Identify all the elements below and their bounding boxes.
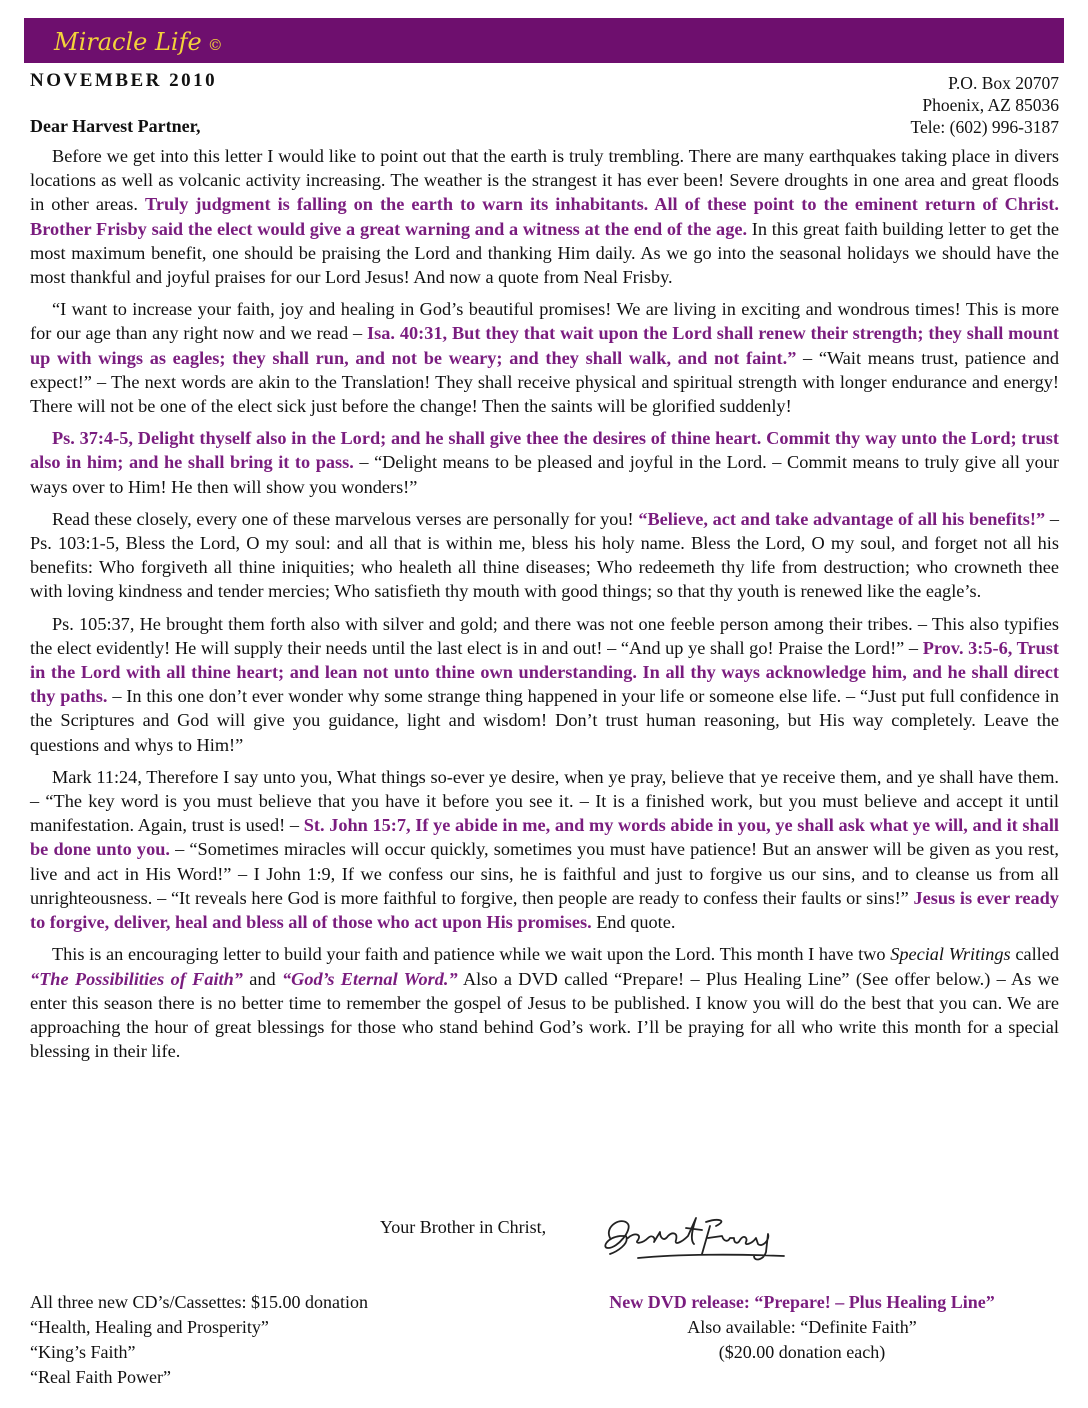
paragraph <box>30 612 1059 757</box>
paragraph <box>30 507 1059 604</box>
address-line: Tele: (602) 996-3187 <box>910 117 1059 137</box>
brand-logo <box>54 28 223 56</box>
text-run: – Ps. 103:1-5, Bless the Lord, O my soul: and all that is within me, bless his holy name. Bless the Lord, O my soul, and forget not all his benefits: Who forgiveth all thine iniquities; who healeth all thine diseases; Who redeemeth thy life from destruction; who crowneth thee with loving kindness and tender mercies; Who satisfieth thy mouth with good things; so that thy youth is renewed like the eagle’s. <box>30 508 1059 602</box>
offer-line: Also available: “Definite Faith” <box>687 1317 917 1337</box>
highlight-run: “God’s Eternal Word.” <box>281 968 458 989</box>
highlight-run: Jesus is ever ready to forgive, deliver, heal and bless all of those who act upon His promises. <box>30 887 1059 933</box>
closing: Your Brother in Christ, <box>380 1217 547 1237</box>
highlight-run: “Believe, act and take advantage of all his benefits!” <box>638 508 1046 529</box>
text-run: Also a DVD called “Prepare! – Plus Healing Line” (See offer below.) – As we enter this season there is no better time to remember the gospel of Jesus to be published. I know you will do the best that you can. We are approaching the hour of great blessings for those who stand behind God’s work. I’ll be praying for all who write this month for a special blessing in their life. <box>30 968 1060 1062</box>
copyright-mark: © <box>207 36 223 54</box>
paragraph <box>30 942 1059 1063</box>
text-run: “I want to increase your faith, joy and healing in God’s beautiful promises! We are living in exciting and wondrous times! This is more for our age than any right now and we read – <box>30 299 1059 344</box>
brand-name: Miracle Life <box>54 28 202 56</box>
text-run: called <box>1010 944 1059 965</box>
highlight-run: “The Possibilities of Faith” <box>30 968 243 989</box>
highlight-run: Prov. 3:5-6, Trust in the Lord with all thine heart; and lean not unto thine own understanding. In all thy ways acknowledge him, and he shall direct thy paths. <box>30 637 1059 707</box>
text-run: Ps. 105:37, He brought them forth also with silver and gold; and there was not one feeble person among their tribes. – This also typifies the elect evidently! He will supply their needs until the last elect is in and out! – “And up ye shall go! Praise the Lord!” – <box>30 613 1059 658</box>
address-line: P.O. Box 20707 <box>948 73 1059 93</box>
mailing-address <box>911 72 1059 138</box>
address-line: Phoenix, AZ 85036 <box>922 95 1059 115</box>
paragraph <box>30 144 1059 289</box>
text-run: Read these closely, every one of these marvelous verses are personally for you! <box>52 508 639 529</box>
letter-body <box>30 144 1059 1071</box>
text-run: and <box>242 968 282 989</box>
text-run: – “Wait means trust, patience and expect!” – The next words are akin to the Translation! They shall receive physical and spiritual strength with longer endurance and energy! There will not be one of the elect sick just before the change! Then the saints will be glorified suddenly! <box>30 347 1059 417</box>
offer-line: ($20.00 donation each) <box>718 1342 886 1362</box>
offer-line: “King’s Faith” <box>30 1342 136 1362</box>
salutation: Dear Harvest Partner, <box>30 116 201 136</box>
text-run: Before we get into this letter I would like to point out that the earth is truly trembling. There are many earthquakes taking place in divers locations as well as volcanic activity increasing. The weather is the strangest it has ever been! Severe droughts in one area and great floods in other areas. <box>30 146 1059 215</box>
offer-line: “Health, Healing and Prosperity” <box>30 1317 269 1337</box>
dvd-offer-title: New DVD release: “Prepare! – Plus Healing Line” <box>609 1292 995 1312</box>
offer-line: All three new CD’s/Cassettes: $15.00 donation <box>30 1292 368 1312</box>
text-run: In this great faith building letter to get the most maximum benefit, one should be praising the Lord and thanking Him daily. As we go into the seasonal holidays we should have the most thankful and joyful praises for our Lord Jesus! And now a quote from Neal Frisby. <box>30 218 1059 288</box>
text-run: End quote. <box>591 912 676 933</box>
dvd-offer <box>560 1290 1044 1365</box>
cd-offer <box>30 1290 368 1390</box>
paragraph <box>30 426 1059 499</box>
paragraph <box>30 765 1059 934</box>
offer-line: “Real Faith Power” <box>30 1367 171 1387</box>
highlight-run: Ps. 37:4-5, Delight thyself also in the Lord; and he shall give thee the desires of thine heart. Commit thy way unto the Lord; trust also in him; and he shall bring it to pass. <box>30 428 1059 473</box>
italic-run: Special Writings <box>890 944 1011 965</box>
header-banner <box>24 18 1064 63</box>
highlight-run: St. John 15:7, If ye abide in me, and my words abide in you, ye shall ask what ye will, and it shall be done unto you. <box>30 815 1059 860</box>
paragraph <box>30 297 1059 418</box>
highlight-run: Isa. 40:31, But they that wait upon the Lord shall renew their strength; they shall mount up with wings as eagles; they shall run, and not be weary; and they shall walk, and not faint.” <box>30 323 1059 368</box>
letter-date: NOVEMBER 2010 <box>30 70 218 91</box>
text-run: Mark 11:24, Therefore I say unto you, What things so-ever ye desire, when ye pray, believe that ye receive them, and ye shall have them. – “The key word is you must believe that you have it before you see it. – It is a finished work, but you must believe and accept it until manifestation. Again, trust is used! – <box>30 766 1059 836</box>
highlight-run: Truly judgment is falling on the earth to warn its inhabitants. All of these point to the eminent return of Christ. Brother Frisby said the elect would give a great warning and a witness at the end of the age. <box>30 194 1059 239</box>
handwritten-signature <box>598 1208 790 1266</box>
text-run: This is an encouraging letter to build your faith and patience while we wait upon the Lord. This month I have two <box>52 944 891 965</box>
text-run: – “Delight means to be pleased and joyful in the Lord. – Commit means to truly give all your ways over to Him! He then will show you wonders!” <box>30 452 1059 497</box>
text-run: – In this one don’t ever wonder why some strange thing happened in your life or someone else life. – “Just put full confidence in the Scriptures and God will give you guidance, light and wisdom! Don’t trust human reasoning, but His way completely. Leave the questions and whys to Him!” <box>30 686 1059 755</box>
text-run: – “Sometimes miracles will occur quickly, sometimes you must have patience! But an answer will be given as you rest, live and act in His Word!” – I John 1:9, If we confess our sins, he is faithful and just to forgive us our sins, and to cleanse us from all unrighteousness. – “It reveals here God is more faithful to forgive, then people are ready to confess their faults or sins!” <box>30 839 1059 908</box>
